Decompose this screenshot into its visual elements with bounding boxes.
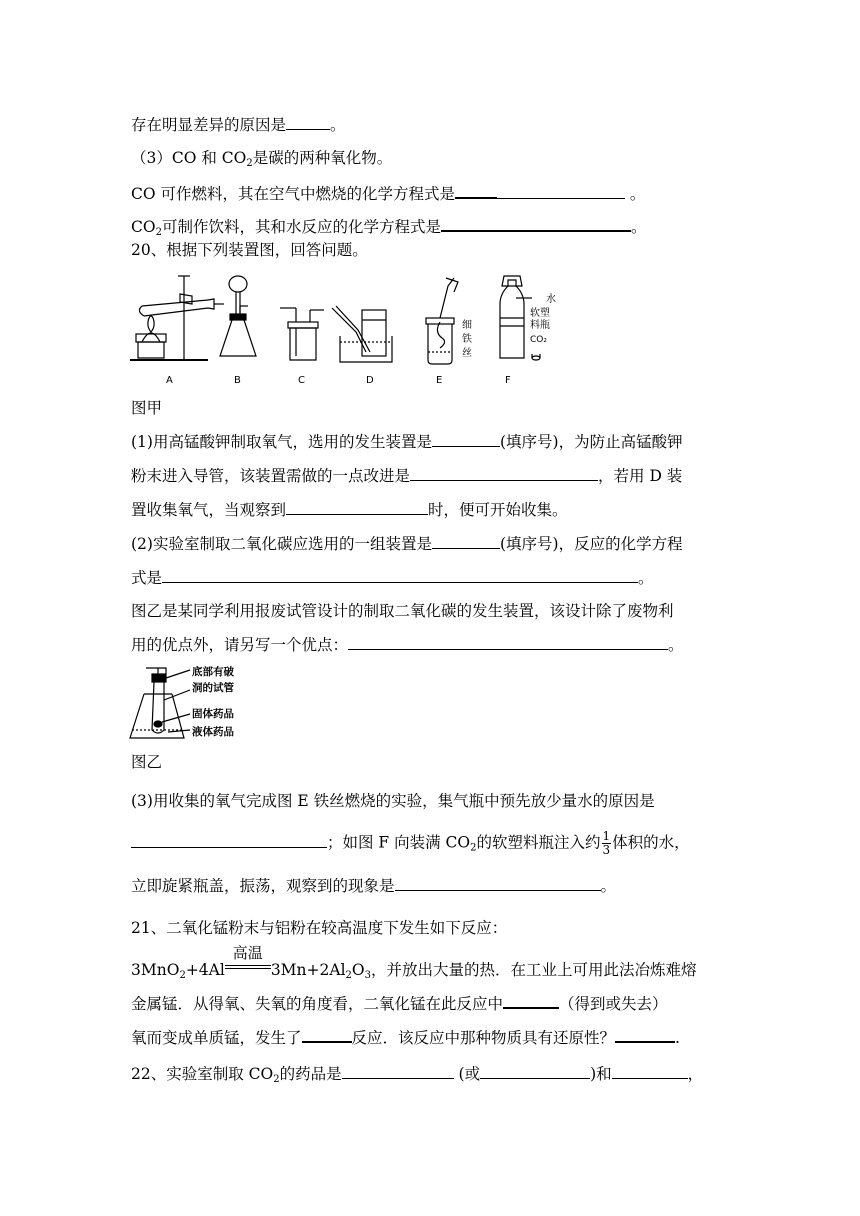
answer-blank[interactable] xyxy=(286,499,428,515)
yi-label-2: 洞的试管 xyxy=(192,682,234,694)
apparatus-label-e: E xyxy=(436,375,443,386)
text: 的软塑料瓶注入约 xyxy=(476,833,601,852)
text: 体积的水， xyxy=(612,833,690,852)
text: 的药品是 xyxy=(279,1065,342,1083)
answer-blank[interactable] xyxy=(348,634,668,650)
text: (2)实验室制取二氧化碳应选用的一组装置是 xyxy=(131,535,432,553)
text: 22、实验室制取 CO xyxy=(131,1065,274,1083)
apparatus-label-d: D xyxy=(366,375,374,386)
text: 21、二氧化锰粉末与铝粉在较高温度下发生如下反应： xyxy=(131,919,508,937)
text: (填序号)，为防止高锰酸钾 xyxy=(499,433,683,451)
question-22-line xyxy=(131,1063,703,1084)
text-line xyxy=(131,992,668,1014)
subscript: 2 xyxy=(345,970,352,981)
answer-blank[interactable] xyxy=(342,1063,454,1079)
text: 。 xyxy=(330,116,346,134)
text: )和 xyxy=(590,1065,612,1083)
text: 。 xyxy=(630,218,647,236)
text: (或 xyxy=(453,1065,481,1083)
text: 用的优点外，请另写一个优点： xyxy=(131,636,349,654)
text-line xyxy=(131,601,674,621)
text: 金属锰．从得氧、失氧的角度看，二氧化锰在此反应中 xyxy=(131,995,504,1013)
fraction-one-third xyxy=(602,830,612,857)
chemical-equation-line xyxy=(131,944,697,981)
answer-blank[interactable] xyxy=(302,1026,352,1043)
text-line xyxy=(131,1026,680,1048)
text-line xyxy=(131,634,684,655)
answer-blank[interactable] xyxy=(612,1063,688,1079)
subscript: 2 xyxy=(470,842,477,854)
text: ， xyxy=(687,1065,704,1083)
text-line xyxy=(131,499,568,520)
text: 可制作饮料，其和水反应的化学方程式是 xyxy=(161,218,441,236)
text: 3MnO xyxy=(131,961,180,979)
apparatus-label-c: C xyxy=(298,375,305,386)
question-21-title xyxy=(131,918,507,938)
text-line xyxy=(131,567,654,588)
condition-text: 高温 xyxy=(232,944,263,962)
text: 。 xyxy=(625,185,646,203)
text: 20、根据下列装置图，回答问题。 xyxy=(131,241,368,259)
answer-blank[interactable] xyxy=(480,1063,590,1079)
answer-blank[interactable] xyxy=(503,992,559,1009)
answer-blank[interactable] xyxy=(432,533,500,549)
answer-blank[interactable] xyxy=(131,832,327,848)
apparatus-label-b: B xyxy=(234,375,241,386)
text-line xyxy=(131,791,655,811)
f-label-co2: CO₂ xyxy=(530,335,547,345)
e-label-2: 铁 xyxy=(462,334,472,345)
text: 。 xyxy=(638,569,654,587)
subscript: 2 xyxy=(155,227,162,238)
text-line xyxy=(131,182,645,204)
text: ；如图 F 向装满 CO xyxy=(327,833,471,852)
question-20-title xyxy=(131,240,368,260)
text: 粉末进入导管，该装置需做的一点改进是 xyxy=(131,467,411,485)
yi-label-1: 底部有破 xyxy=(192,666,234,678)
text: 反应．该反应中那种物质具有还原性？ xyxy=(351,1029,616,1047)
answer-blank[interactable] xyxy=(615,1026,675,1043)
answer-blank[interactable] xyxy=(455,182,497,199)
subscript: 3 xyxy=(364,970,371,981)
answer-blank[interactable] xyxy=(441,215,483,232)
e-label-3: 丝 xyxy=(462,348,472,359)
text: 时，便可开始收集。 xyxy=(428,501,568,519)
figure-caption-yi xyxy=(131,752,162,772)
text: 存在明显差异的原因是 xyxy=(131,116,287,134)
text: CO xyxy=(131,218,156,236)
apparatus-label-f: F xyxy=(505,375,511,386)
text-line xyxy=(131,114,346,135)
text: 图甲 xyxy=(131,399,163,417)
fraction-denominator: 3 xyxy=(602,843,611,857)
text-line xyxy=(131,465,682,486)
yi-label-3: 固体药品 xyxy=(192,708,234,720)
answer-blank[interactable] xyxy=(483,215,631,232)
text-line xyxy=(131,148,392,168)
apparatus-label-a: A xyxy=(166,375,173,386)
text: ，若用 D 装 xyxy=(598,467,683,485)
text: 是碳的两种氧化物。 xyxy=(252,149,393,167)
answer-blank[interactable] xyxy=(410,465,598,481)
text-line xyxy=(131,830,690,857)
e-label-1: 细 xyxy=(462,320,472,331)
answer-blank[interactable] xyxy=(162,567,638,583)
f-label-bottle-2: 料瓶 xyxy=(530,320,550,331)
text: 图乙 xyxy=(131,753,163,771)
fraction-numerator: 1 xyxy=(602,829,611,843)
text: (3)用收集的氧气完成图 E 铁丝燃烧的实验，集气瓶中预先放少量水的原因是 xyxy=(131,792,655,810)
f-label-water: 水 xyxy=(546,294,556,305)
text: (填序号)，反应的化学方程 xyxy=(499,535,683,553)
figure-apparatus-yi xyxy=(128,664,268,744)
answer-blank[interactable] xyxy=(286,114,330,130)
text: 氧而变成单质锰，发生了 xyxy=(131,1029,302,1047)
f-label-bottle-1: 软塑 xyxy=(530,308,550,319)
text-line xyxy=(131,875,616,896)
text: +4Al xyxy=(185,961,225,979)
text: 立即旋紧瓶盖，振荡，观察到的现象是 xyxy=(131,877,395,895)
reaction-condition xyxy=(225,944,271,975)
text: (1)用高锰酸钾制取氧气，选用的发生装置是 xyxy=(131,433,432,451)
figure-caption-jia xyxy=(131,398,162,418)
text: 图乙是某同学利用报废试管设计的制取二氧化碳的发生装置，该设计除了废物利 xyxy=(131,602,674,620)
text: 3Mn+2Al xyxy=(270,961,346,979)
text-line xyxy=(131,431,683,452)
text: （3）CO 和 CO xyxy=(131,149,247,167)
text: CO 可作燃料，其在空气中燃烧的化学方程式是 xyxy=(131,185,455,203)
answer-blank[interactable] xyxy=(395,875,601,891)
text: 。 xyxy=(668,636,684,654)
answer-blank[interactable] xyxy=(432,431,500,447)
text-line xyxy=(131,533,683,554)
text: 置收集氧气，当观察到 xyxy=(131,501,287,519)
yi-label-4: 液体药品 xyxy=(192,726,234,738)
subscript: 2 xyxy=(246,158,253,169)
text: 。 xyxy=(600,877,617,895)
text: ，并放出大量的热．在工业上可用此法冶炼难熔 xyxy=(371,961,697,979)
subscript: 2 xyxy=(179,970,186,981)
answer-blank[interactable] xyxy=(497,183,625,199)
text: . xyxy=(675,1029,680,1047)
text: O xyxy=(351,961,365,979)
text-line xyxy=(131,215,646,237)
subscript: 2 xyxy=(273,1074,280,1085)
text: 式是 xyxy=(131,569,163,587)
text: （得到或失去） xyxy=(559,995,668,1013)
figure-apparatus-jia xyxy=(128,272,568,390)
